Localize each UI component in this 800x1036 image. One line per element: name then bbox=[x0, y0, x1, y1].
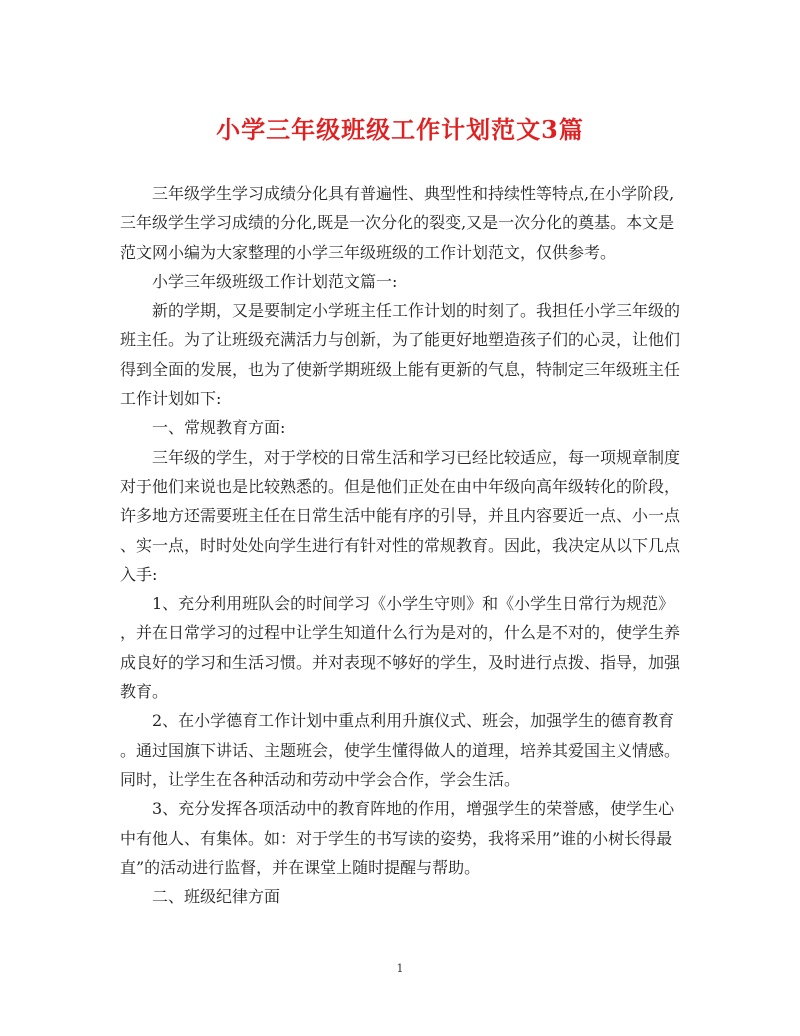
list-item-line: 中有他人、有集体。如：对于学生的书写读的姿势，我将采用”谁的小树长得最 bbox=[120, 828, 673, 848]
section-heading: 二、班级纪律方面 bbox=[152, 887, 281, 907]
list-item-line: 2、在小学德育工作计划中重点利用升旗仪式、班会，加强学生的德育教育 bbox=[152, 711, 675, 731]
list-item-line: 1、充分利用班队会的时间学习《小学生守则》和《小学生日常行为规范》 bbox=[152, 594, 675, 614]
paragraph-line: 新的学期，又是要制定小学班主任工作计划的时刻了。我担任小学三年级的 bbox=[152, 301, 681, 321]
list-item-line: 同时，让学生在各种活动和劳动中学会合作，学会生活。 bbox=[120, 769, 521, 789]
list-item-line: 教育。 bbox=[120, 682, 169, 702]
document-body bbox=[120, 179, 680, 911]
section-heading: 一、常规教育方面: bbox=[152, 418, 286, 438]
list-item-line: ，并在日常学习的过程中让学生知道什么行为是对的，什么是不对的，使学生养 bbox=[120, 623, 681, 643]
section-heading: 小学三年级班级工作计划范文篇一: bbox=[152, 271, 398, 291]
paragraph-line: 范文网小编为大家整理的小学三年级班级的工作计划范文，仅供参考。 bbox=[120, 242, 617, 262]
paragraph-line: 得到全面的发展，也为了使新学期班级上能有更新的气息，特制定三年级班主任 bbox=[120, 359, 681, 379]
document-title: 小学三年级班级工作计划范文3篇 bbox=[216, 115, 584, 144]
paragraph-line: 三年级的学生，对于学校的日常生活和学习已经比较适应，每一项规章制度 bbox=[152, 447, 681, 467]
paragraph-line: 三年级学生学习成绩分化具有普遍性、典型性和持续性等特点,在小学阶段, bbox=[152, 184, 675, 203]
paragraph-line: 、实一点，时时处处向学生进行有针对性的常规教育。因此，我决定从以下几点 bbox=[120, 535, 681, 555]
paragraph-line: 三年级学生学习成绩的分化,既是一次分化的裂变,又是一次分化的奠基。本文是 bbox=[120, 213, 675, 233]
paragraph-line: 工作计划如下: bbox=[120, 389, 222, 409]
paragraph-line: 许多地方还需要班主任在日常生活中能有序的引导，并且内容要近一点、小一点 bbox=[120, 506, 681, 526]
page-number: 1 bbox=[396, 962, 404, 975]
list-item-line: 成良好的学习和生活习惯。并对表现不够好的学生，及时进行点拨、指导，加强 bbox=[120, 652, 681, 672]
list-item-line: 直”的活动进行监督，并在课堂上随时提醒与帮助。 bbox=[120, 857, 481, 877]
paragraph-line: 入手: bbox=[120, 564, 158, 584]
paragraph-line: 对于他们来说也是比较熟悉的。但是他们正处在由中年级向高年级转化的阶段， bbox=[120, 476, 681, 496]
list-item-line: 。通过国旗下讲话、主题班会，使学生懂得做人的道理，培养其爱国主义情感。 bbox=[120, 740, 681, 760]
paragraph-line: 班主任。为了让班级充满活力与创新，为了能更好地塑造孩子们的心灵，让他们 bbox=[120, 330, 681, 350]
list-item-line: 3、充分发挥各项活动中的教育阵地的作用，增强学生的荣誉感，使学生心 bbox=[152, 799, 675, 819]
